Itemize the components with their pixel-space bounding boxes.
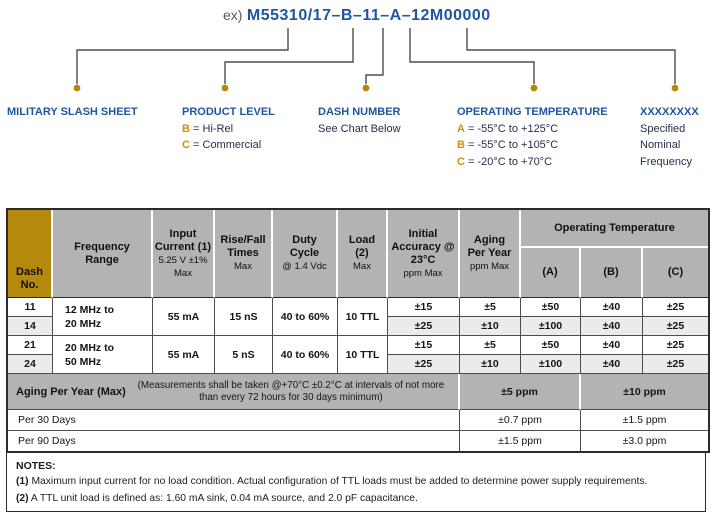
temp-b-cell: ±40: [581, 298, 643, 317]
frequency-range-cell: 20 MHz to 50 MHz: [53, 336, 153, 374]
aging-cell: ±5: [460, 336, 521, 355]
legend-operating-temperature: [457, 104, 608, 170]
temp-b-cell: ±40: [581, 317, 643, 336]
note-number: (2): [16, 492, 29, 504]
note-item-1: [16, 474, 696, 491]
per-30-days-10ppm: ±1.5 ppm: [581, 410, 708, 431]
initial-accuracy-cell: ±25: [388, 355, 460, 374]
load-cell: 10 TTL: [338, 336, 388, 374]
per-90-days-row: [8, 431, 708, 451]
option-desc: = Commercial: [193, 139, 262, 151]
duty-cycle-cell: 40 to 60%: [273, 336, 338, 374]
per-30-days-label: Per 30 Days: [8, 410, 460, 431]
option-desc: = -55°C to +105°C: [468, 139, 559, 151]
column-header-initial-accuracy: Initial Accuracy @ 23°C ppm Max: [388, 210, 460, 298]
temp-c-cell: ±25: [643, 336, 708, 355]
temp-c-cell: ±25: [643, 298, 708, 317]
column-header-frequency-range: Frequency Range: [53, 210, 153, 298]
input-current-cell: 55 mA: [153, 298, 215, 336]
rise-fall-cell: 15 nS: [215, 298, 273, 336]
input-current-cell: 55 mA: [153, 336, 215, 374]
temp-a-cell: ±100: [521, 355, 581, 374]
notes-box: [6, 452, 706, 512]
frequency-range-cell: 12 MHz to 20 MHz: [53, 298, 153, 336]
per-90-days-10ppm: ±3.0 ppm: [581, 431, 708, 451]
connector-line-dash-number: [366, 28, 383, 84]
legend-dash-number: [318, 104, 401, 137]
column-header-load: Load (2) Max: [338, 210, 388, 298]
note-item-2: [16, 491, 696, 508]
connector-diagram: [0, 0, 712, 100]
note-text: A TTL unit load is defined as: 1.60 mA sink, 0.04 mA source, and 2.0 pF capacitance.: [30, 492, 418, 504]
option-code: B: [182, 122, 190, 135]
column-header-input-current: Input Current (1) 5.25 V ±1% Max: [153, 210, 215, 298]
part-number: M55310/17–B–11–A–12M00000: [246, 7, 491, 24]
column-header-rise-fall: Rise/Fall Times Max: [215, 210, 273, 298]
option-code: B: [457, 139, 465, 151]
temp-a-cell: ±50: [521, 336, 581, 355]
per-30-days-row: [8, 410, 708, 431]
initial-accuracy-cell: ±15: [388, 298, 460, 317]
connector-dot: [222, 85, 229, 92]
per-90-days-label: Per 90 Days: [8, 431, 460, 451]
aging-cell: ±10: [460, 317, 521, 336]
duty-cycle-cell: 40 to 60%: [273, 298, 338, 336]
legend-note: See Chart Below: [318, 122, 401, 135]
temp-a-cell: ±100: [521, 317, 581, 336]
aging-header-row: [8, 374, 708, 410]
legend-title: MILITARY SLASH SHEET: [7, 106, 138, 118]
legend-line: Frequency: [640, 155, 692, 168]
note-number: (1): [16, 476, 29, 487]
legend-title: PRODUCT LEVEL: [182, 106, 275, 118]
dash-no-cell: 21: [8, 336, 53, 355]
connector-line-slash-sheet: [77, 28, 288, 84]
column-header-duty-cycle: Duty Cycle @ 1.4 Vdc: [273, 210, 338, 298]
aging-label: Aging Per Year (Max): [16, 385, 126, 398]
connector-line-frequency: [467, 28, 675, 84]
initial-accuracy-cell: ±25: [388, 317, 460, 336]
connector-dot: [74, 85, 81, 92]
legend-option: [182, 121, 275, 138]
load-cell: 10 TTL: [338, 298, 388, 336]
option-desc: = Hi-Rel: [193, 122, 234, 135]
temp-a-cell: ±50: [521, 298, 581, 317]
legend-option: [182, 137, 275, 154]
legend-specified-frequency: [640, 104, 699, 170]
option-desc: = -55°C to +125°C: [468, 122, 559, 135]
connector-dot: [672, 85, 679, 92]
legend-option: [457, 121, 608, 138]
table-row-dash-21: [8, 336, 708, 355]
dash-no-cell: 14: [8, 317, 53, 336]
spec-table: [6, 208, 710, 453]
connector-dot: [363, 85, 370, 92]
legend-title: DASH NUMBER: [318, 106, 401, 118]
aging-per-year-cell: [8, 374, 460, 410]
legend-option: [457, 154, 608, 171]
per-30-days-5ppm: ±0.7 ppm: [460, 410, 581, 431]
column-header-temp-a: (A): [521, 248, 581, 298]
legend-product-level: [182, 104, 275, 154]
notes-title: NOTES:: [16, 460, 56, 472]
column-header-dash-no: Dash No.: [8, 210, 53, 298]
header-row-1: [8, 210, 708, 248]
rise-fall-cell: 5 nS: [215, 336, 273, 374]
note-text: Maximum input current for no load condition. Actual configuration of TTL loads must be added to determine power supply requirements.: [31, 476, 648, 487]
column-header-aging-per-year: Aging Per Year ppm Max: [460, 210, 521, 298]
legend-line: Nominal: [640, 139, 681, 151]
temp-c-cell: ±25: [643, 355, 708, 374]
temp-b-cell: ±40: [581, 355, 643, 374]
aging-cell: ±5: [460, 298, 521, 317]
column-header-temp-c: (C): [643, 248, 708, 298]
example-prefix: ex): [223, 7, 243, 23]
legend-option: [457, 137, 608, 154]
column-header-operating-temperature: Operating Temperature: [521, 210, 708, 248]
legend-title: XXXXXXXX: [640, 106, 699, 118]
option-code: C: [457, 155, 465, 168]
option-code: C: [182, 139, 190, 151]
temp-c-cell: ±25: [643, 317, 708, 336]
legend-line: Specified: [640, 122, 686, 135]
aging-5ppm-cell: ±5 ppm: [460, 374, 581, 410]
aging-10ppm-cell: ±10 ppm: [581, 374, 708, 410]
aging-cell: ±10: [460, 355, 521, 374]
per-90-days-5ppm: ±1.5 ppm: [460, 431, 581, 451]
dash-no-cell: 11: [8, 298, 53, 317]
column-header-temp-b: (B): [581, 248, 643, 298]
connector-line-product-level: [225, 28, 353, 84]
connector-dot: [531, 85, 538, 92]
initial-accuracy-cell: ±15: [388, 336, 460, 355]
temp-b-cell: ±40: [581, 336, 643, 355]
legend-military-slash-sheet: [7, 104, 138, 121]
option-desc: = -20°C to +70°C: [468, 155, 553, 168]
dash-no-cell: 24: [8, 355, 53, 374]
connector-line-op-temp: [410, 28, 534, 84]
aging-note: (Measurements shall be taken @+70°C ±0.2°C at intervals of not more than every 72 hours for 30 days minimum): [137, 379, 445, 403]
table-row-dash-11: [8, 298, 708, 317]
option-code: A: [457, 122, 465, 135]
legend-title: OPERATING TEMPERATURE: [457, 106, 608, 118]
